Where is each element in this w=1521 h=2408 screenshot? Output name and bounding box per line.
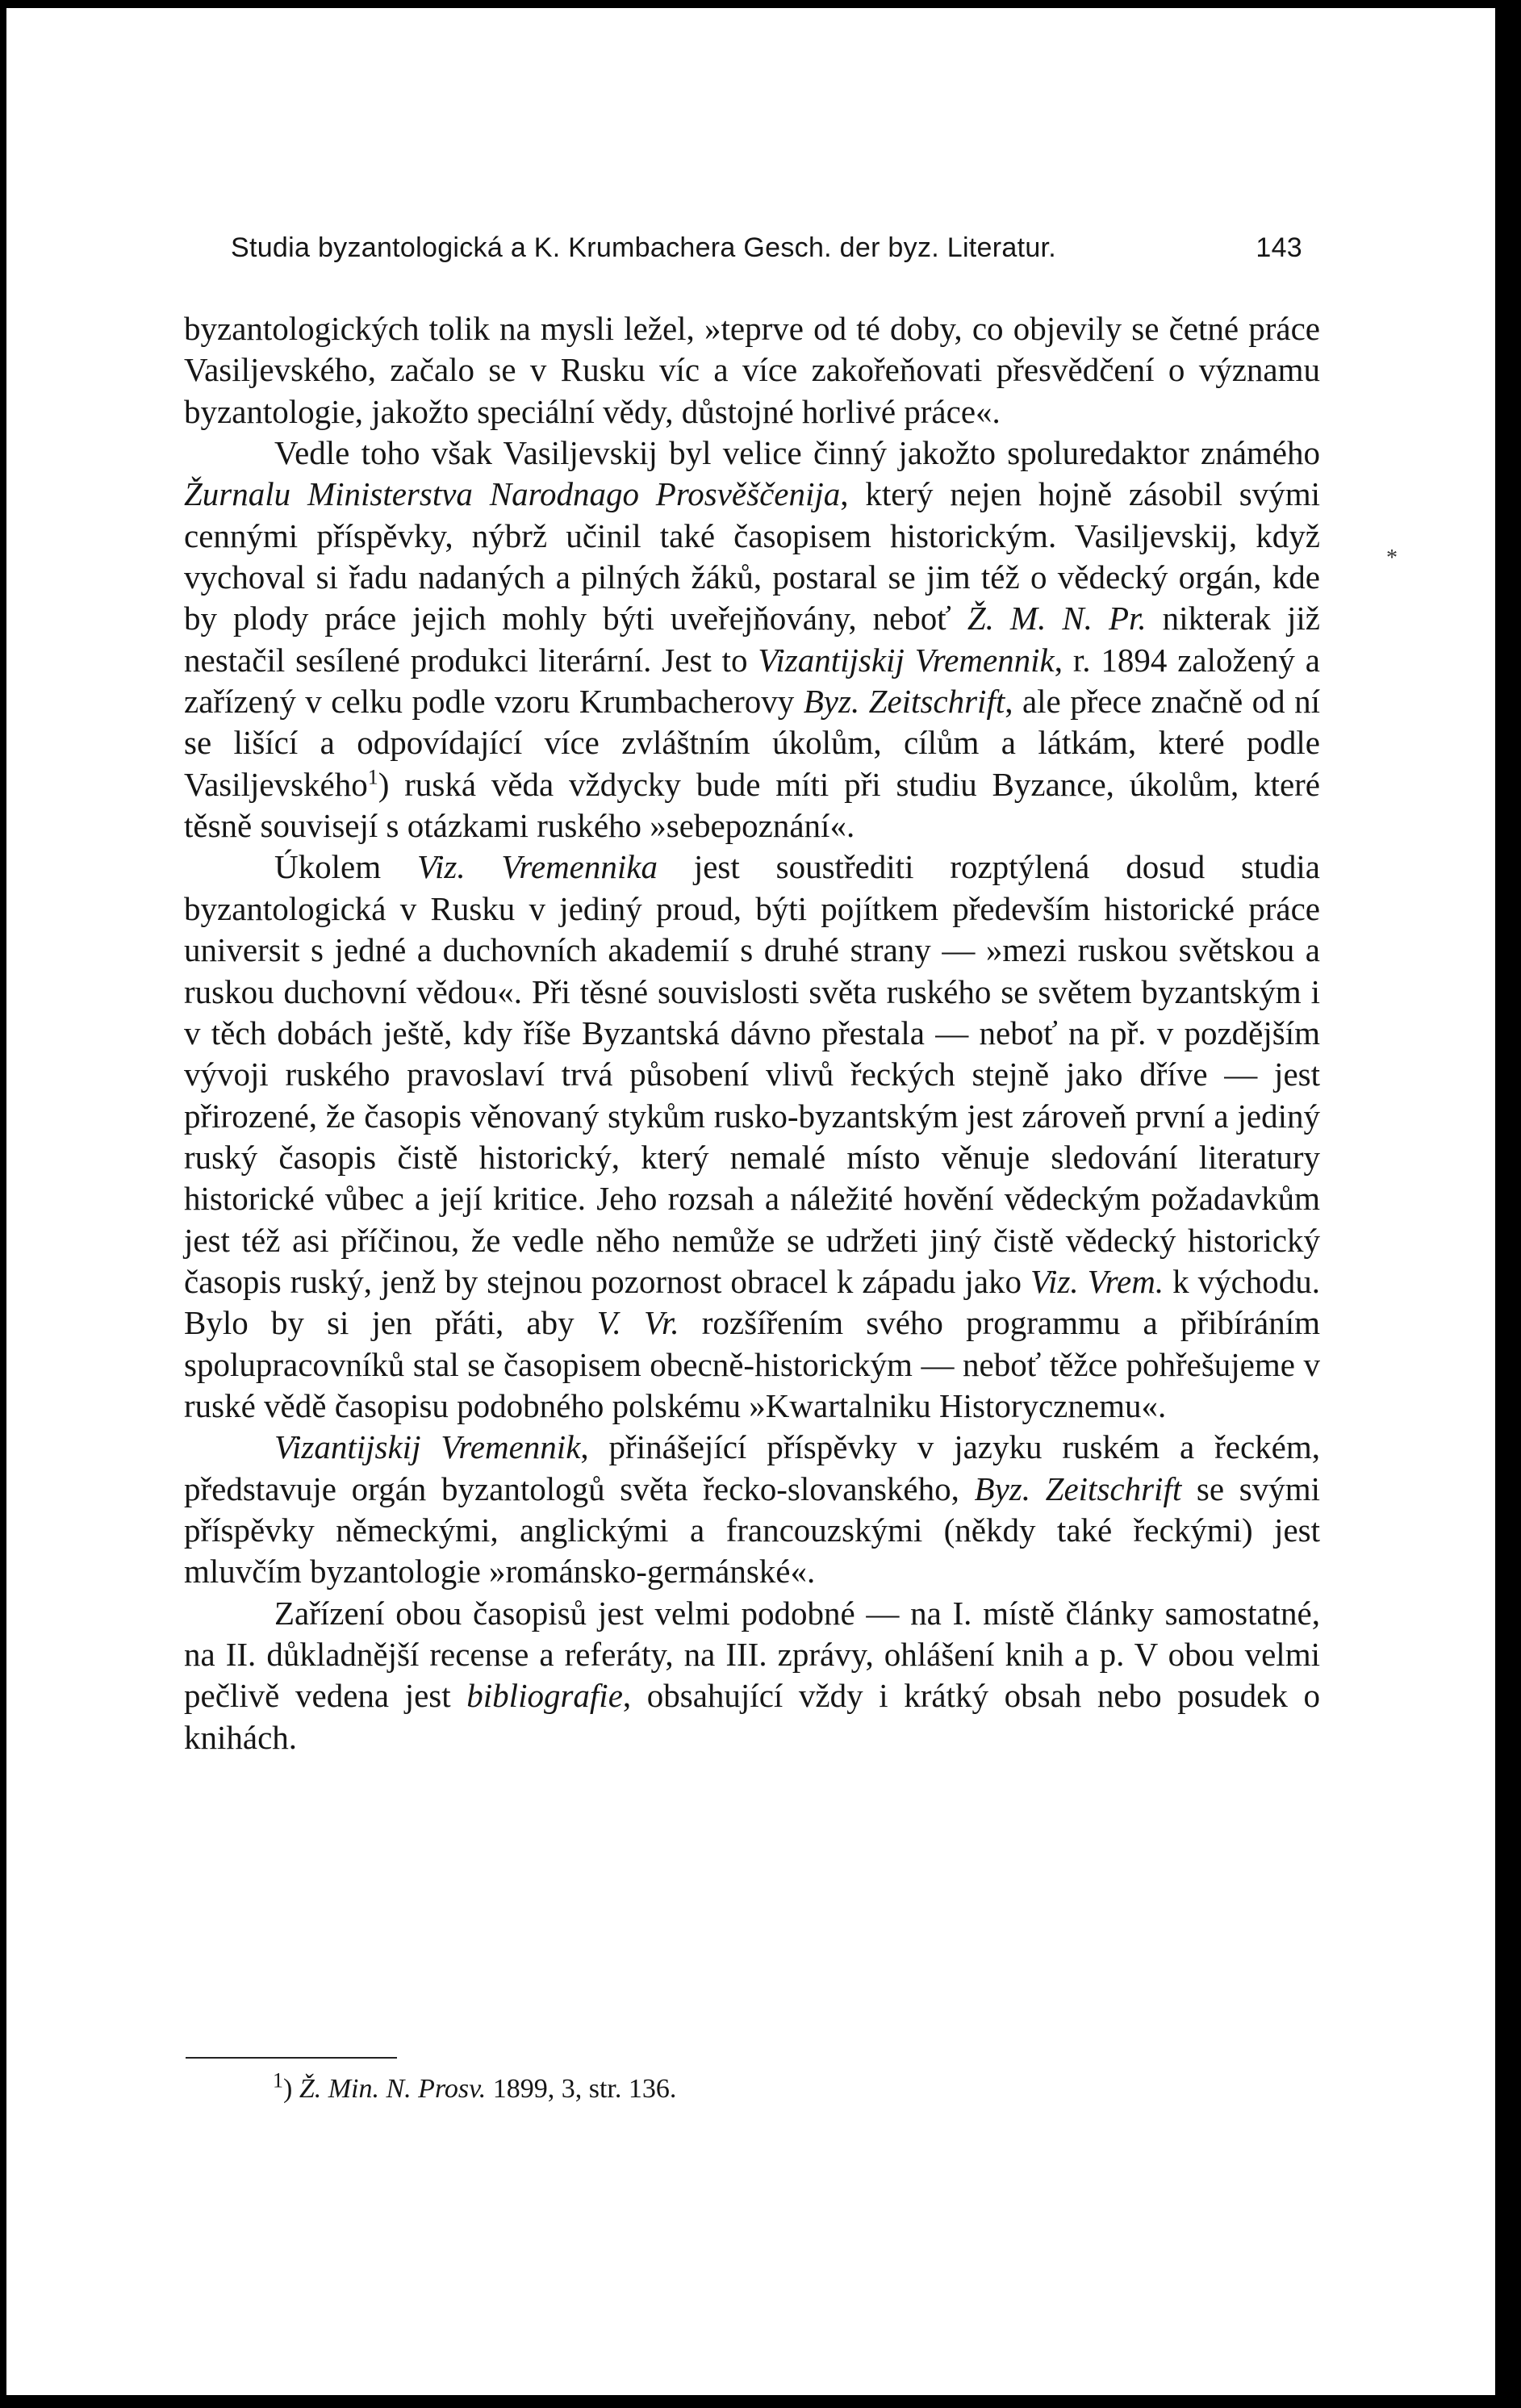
italic-title: Žurnalu Ministerstva Narodnago Prosvěščenija	[184, 475, 841, 513]
paragraph-5: Zařízení obou časopisů jest velmi podobné — na I. místě články samostatné, na II. důkladnější recense a referáty, na III. zprávy, ohlášení knih a p. V obou velmi pečlivě vedena jest bibliografie, obsahující vždy i krátký obsah nebo posudek o knihách.	[184, 1594, 1320, 1756]
scanned-page	[6, 8, 1495, 2395]
running-title: Studia byzantologická a K. Krumbachera Gesch. der byz. Literatur.	[231, 232, 1057, 263]
italic-term: bibliografie	[466, 1677, 623, 1715]
italic-title: Byz. Zeitschrift	[974, 1469, 1182, 1507]
paragraph-2: Vedle toho však Vasiljevskij byl velice činný jakožto spoluredaktor známého Žurnalu Ministerstva Narodnago Prosvěščenija, který nejen hojně zásobil svými cennými příspěvky, nýbrž učinil také časopisem historickým. Vasiljevskij, když vychoval si řadu nadaných a pilných žáků, postaral se jim též o vědecký orgán, kde by plody práce jejich mohly býti uveřejňovány, neboť Ž. M. N. Pr. nikterak již nestačil sesílené produkci literární. Jest to Vizantijskij Vremennik, r. 1894 založený a zařízený v celku podle vzoru Krumbacherovy Byz. Zeitschrift, ale přece značně od ní se lišící a odpovídající více zvláštním úkolům, cílům a látkám, které podle Vasiljevského$^1$) ruská věda vždycky bude míti při studiu Byzance, úkolům, které těsně souvisejí s otázkami ruského »sebepoznání«.	[184, 434, 1321, 845]
paragraph-3: Úkolem Viz. Vremennika jest soustřediti rozptýlená dosud studia byzantologická v Rusku v jediný proud, býti pojítkem především historické práce universit s jedné a duchovních akademií s druhé strany — »mezi ruskou světskou a ruskou duchovní vědou«. Při těsné souvislosti světa ruského se světem byzantským i v těch dobách ještě, kdy říše Byzantská dávno přestala — neboť na př. v pozdějším vývoji ruského pravoslaví trvá působení vlivů řeckých stejně jako dříve — jest přirozené, že časopis věnovaný stykům rusko-byzantským jest zároveň první a jediný ruský časopis čistě historický, který nemalé místo věnuje sledování literatury historické vůbec a její kritice. Jeho rozsah a náležité hovění vědeckým požadavkům jest též asi příčinou, že vedle něho nemůže se udržeti jiný čistě vědecký historický časopis ruský, jenž by stejnou pozornost obracel k západu jako Viz. Vrem. k východu. Bylo by si jen přáti, aby V. Vr. rozšířením svého programmu a přibíráním spolupracovníků stal se časopisem obecně-historickým — neboť těžce pohřešujeme v ruské vědě časopisu podobného polskému »Kwartalniku Historycznemu«.	[184, 848, 1321, 1424]
running-header	[231, 232, 1302, 264]
italic-title: Vizantijskij Vremennik	[274, 1428, 581, 1466]
italic-abbrev: Ž. M. N. Pr.	[967, 600, 1147, 638]
footnote-ref: 1	[367, 765, 378, 789]
footnote: $^1$) Ž. Min. N. Prosv. 1899, 3, str. 136.	[273, 2068, 677, 2104]
italic-abbrev: Viz. Vrem.	[1030, 1262, 1164, 1300]
margin-asterisk-mark: *	[1386, 546, 1398, 571]
italic-title: Viz. Vremennika	[416, 848, 658, 886]
paragraph-1: byzantologických tolik na mysli ležel, »teprve od té doby, co objevily se četné práce Vasiljevského, začalo se v Rusku víc a více zakořeňovati přesvědčení o významu byzantologie, jakožto speciální vědy, důstojné horlivé práce«.	[184, 310, 1320, 430]
italic-abbrev: V. Vr.	[596, 1304, 679, 1342]
footnote-abbrev: Ž. Min. N. Prosv.	[299, 2074, 487, 2104]
footnote-divider	[186, 2057, 397, 2059]
footnote-marker: 1	[273, 2068, 283, 2092]
paragraph-4: Vizantijskij Vremennik, přinášející příspěvky v jazyku ruském a řeckém, představuje orgán byzantologů světa řecko-slovanského, Byz. Zeitschrift se svými příspěvky německými, anglickými a francouzskými (někdy také řeckými) jest mluvčím byzantologie »románsko-germánské«.	[184, 1428, 1320, 1591]
body-text	[184, 308, 1320, 1758]
italic-title: Vizantijskij Vremennik	[758, 641, 1055, 679]
page-number: 143	[1256, 232, 1302, 263]
italic-title: Byz. Zeitschrift	[803, 683, 1005, 721]
